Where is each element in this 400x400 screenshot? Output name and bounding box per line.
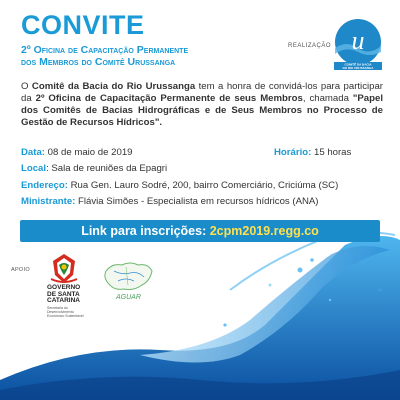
location-row <box>21 163 167 174</box>
aguar-label: AGUAR <box>116 294 141 301</box>
subtitle-line-2: dos Membros do Comitê Urussanga <box>21 56 176 68</box>
intro-prefix: O <box>21 81 32 92</box>
date-value: 08 de maio de 2019 <box>47 147 133 158</box>
location-value: : Sala de reuniões da Epagri <box>46 163 168 174</box>
page-title: CONVITE <box>21 10 145 40</box>
realizacao-label: REALIZAÇÃO <box>288 43 332 49</box>
location-label: Local <box>21 163 47 174</box>
apoio-label: APOIO <box>11 267 30 273</box>
sc-government-logo <box>37 253 92 318</box>
registration-url[interactable]: 2cpm2019.regg.co <box>209 224 319 238</box>
intro-committee: Comitê da Bacia do Rio Urussanga <box>31 81 196 92</box>
logo-letter: u <box>351 26 365 55</box>
aguar-map-icon <box>100 257 156 295</box>
address-row <box>21 180 338 191</box>
speaker-value: Flávia Simões - Especialista em recursos hídricos (ANA) <box>78 196 319 207</box>
gov-line-2: DE SANTA <box>47 290 80 298</box>
address-value: Rua Gen. Lauro Sodré, 200, bairro Comerciário, Criciúma (SC) <box>70 180 339 191</box>
date-label: Data: <box>21 147 45 158</box>
gov-name <box>47 285 91 305</box>
address-label: Endereço: <box>21 180 68 191</box>
registration-link[interactable] <box>20 220 380 242</box>
intro-event: 2º Oficina de Capacitação Permanente de seus Membros <box>35 93 303 104</box>
page-subtitle <box>21 44 271 68</box>
aguar-logo <box>98 257 158 307</box>
date-row <box>21 147 132 158</box>
logo-caption-1: COMITÊ DA BACIA <box>344 62 372 67</box>
time-value: 15 horas <box>313 147 352 158</box>
speaker-row <box>21 196 319 207</box>
speaker-label: Ministrante: <box>21 196 76 207</box>
time-row <box>274 147 351 158</box>
intro-middle: tem a honra de convidá-los para participar da <box>21 81 383 104</box>
gov-line-1: GOVERNO <box>47 284 81 291</box>
intro-chamada: , chamada <box>302 93 353 104</box>
subtitle-line-1: 2º Oficina de Capacitação Permanente <box>21 44 189 56</box>
logo-caption-2: DO RIO URUSSANGA <box>342 66 374 70</box>
gov-secretariat: Secretaria do Desenvolvimento Econômico Sustentável <box>47 306 84 318</box>
sc-coat-of-arms-icon <box>49 253 79 285</box>
time-label: Horário: <box>274 147 312 158</box>
intro-theme: "Papel dos Comitês de Bacias Hidrográficas e de Seus Membros no Processo de Gestão de Recursos Hídricos". <box>21 93 383 128</box>
registration-link-label: Link para inscrições: <box>81 224 210 238</box>
gov-line-3: CATARINA <box>47 297 80 304</box>
committee-logo-icon <box>332 18 384 70</box>
intro-paragraph <box>21 81 383 129</box>
